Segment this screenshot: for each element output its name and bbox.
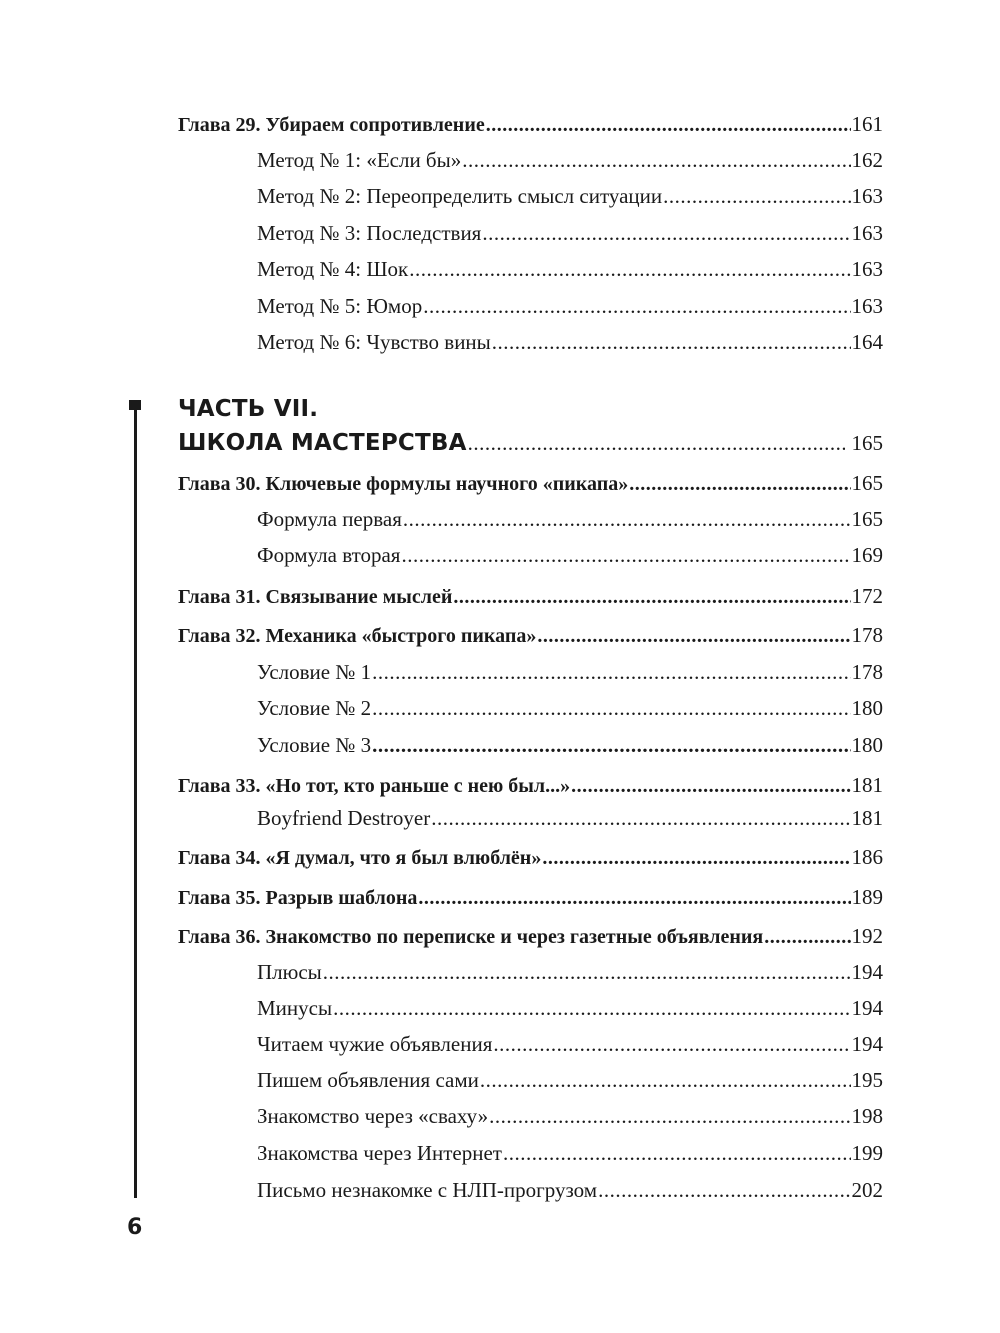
toc-leader-dots bbox=[537, 622, 850, 650]
toc-page-number: 202 bbox=[851, 1178, 883, 1202]
toc-page-number: 169 bbox=[851, 543, 883, 567]
toc-page-number: 199 bbox=[851, 1141, 883, 1165]
toc-leader-dots bbox=[493, 1030, 850, 1058]
toc-chapter-30[interactable] bbox=[178, 469, 883, 498]
toc-entry[interactable] bbox=[257, 658, 883, 686]
toc-leader-dots bbox=[492, 328, 851, 356]
toc-chapter-title: Глава 29. Убираем сопротивление bbox=[178, 114, 485, 136]
toc-leader-dots bbox=[453, 583, 850, 611]
toc-leader-dots bbox=[503, 1139, 851, 1167]
toc-page-number: 195 bbox=[851, 1068, 883, 1092]
margin-rule bbox=[134, 400, 137, 1198]
toc-entry[interactable] bbox=[257, 731, 883, 759]
toc-page-number: 164 bbox=[851, 330, 883, 354]
toc-entry-title: Плюсы bbox=[257, 960, 322, 984]
toc-entry[interactable] bbox=[257, 505, 883, 533]
toc-entry-title: Знакомства через Интернет bbox=[257, 1141, 502, 1165]
toc-entry-title: Метод № 4: Шок bbox=[257, 257, 409, 281]
toc-entry-title: Условие № 3 bbox=[257, 733, 372, 757]
toc-leader-dots bbox=[598, 1176, 850, 1204]
toc-page-number: 162 bbox=[851, 148, 883, 172]
toc-entry-title: Метод № 2: Переопределить смысл ситуации bbox=[257, 184, 663, 208]
toc-entry[interactable] bbox=[257, 292, 883, 320]
toc-entry-title: Условие № 1 bbox=[257, 660, 372, 684]
page-number: 6 bbox=[127, 1215, 143, 1240]
toc-entry-title: Метод № 1: «Если бы» bbox=[257, 148, 462, 172]
toc-entry[interactable] bbox=[257, 804, 883, 832]
toc-page-number: 161 bbox=[851, 112, 883, 136]
toc-chapter-29[interactable] bbox=[178, 110, 883, 139]
toc-chapter-title: Глава 35. Разрыв шаблона bbox=[178, 887, 418, 909]
toc-page-number: 181 bbox=[851, 806, 883, 830]
toc-entry-title: Boyfriend Destroyer bbox=[257, 806, 431, 830]
toc-entry-title: Метод № 6: Чувство вины bbox=[257, 330, 491, 354]
toc-page-number: 186 bbox=[851, 845, 883, 869]
toc-chapter-32[interactable] bbox=[178, 621, 883, 650]
toc-chapter-title: Глава 32. Механика «быстрого пикапа» bbox=[178, 625, 537, 647]
toc-chapter-33[interactable] bbox=[178, 771, 883, 800]
toc-leader-dots bbox=[542, 844, 850, 872]
toc-page-number: 194 bbox=[851, 1032, 883, 1056]
toc-entry[interactable] bbox=[257, 146, 883, 174]
toc-entry[interactable] bbox=[257, 994, 883, 1022]
toc-page-number: 180 bbox=[851, 696, 883, 720]
toc-leader-dots bbox=[480, 1066, 851, 1094]
toc-leader-dots bbox=[423, 292, 850, 320]
toc-entry[interactable] bbox=[257, 1176, 883, 1204]
toc-chapter-35[interactable] bbox=[178, 883, 883, 912]
toc-entry-title: Метод № 3: Последствия bbox=[257, 221, 482, 245]
toc-entry[interactable] bbox=[257, 255, 883, 283]
toc-leader-dots bbox=[462, 146, 850, 174]
toc-leader-dots bbox=[482, 219, 850, 247]
toc-entry[interactable] bbox=[257, 219, 883, 247]
toc-entry[interactable] bbox=[257, 182, 883, 210]
part-heading-line-1: ЧАСТЬ VII. bbox=[178, 396, 319, 422]
toc-entry[interactable] bbox=[257, 958, 883, 986]
toc-entry[interactable] bbox=[257, 1066, 883, 1094]
toc-leader-dots bbox=[403, 505, 851, 533]
toc-entry-title: Формула первая bbox=[257, 507, 402, 531]
toc-leader-dots bbox=[372, 694, 850, 722]
toc-chapter-title: Глава 31. Связывание мыслей bbox=[178, 586, 453, 608]
toc-leader-dots bbox=[372, 658, 850, 686]
toc-page-number: 178 bbox=[851, 660, 883, 684]
toc-entry-title: Письмо незнакомке с НЛП-прогрузом bbox=[257, 1178, 598, 1202]
toc-page-number: 165 bbox=[851, 471, 883, 495]
toc-entry-title: Минусы bbox=[257, 996, 333, 1020]
toc-page-number: 172 bbox=[851, 584, 883, 608]
toc-chapter-34[interactable] bbox=[178, 843, 883, 872]
toc-entry-title: Знакомство через «сваху» bbox=[257, 1104, 489, 1128]
toc-entry-title: Читаем чужие объявления bbox=[257, 1032, 493, 1056]
toc-leader-dots bbox=[468, 431, 845, 456]
toc-page-number: 181 bbox=[851, 773, 883, 797]
toc-leader-dots bbox=[418, 884, 850, 912]
toc-page-number: 189 bbox=[851, 885, 883, 909]
toc-leader-dots bbox=[486, 111, 851, 139]
toc-chapter-title: Глава 34. «Я думал, что я был влюблён» bbox=[178, 847, 542, 869]
toc-chapter-title: Глава 36. Знакомство по переписке и через газетные объявления bbox=[178, 926, 764, 948]
toc-entry[interactable] bbox=[257, 694, 883, 722]
toc-leader-dots bbox=[431, 804, 850, 832]
toc-page-number: 165 bbox=[851, 507, 883, 531]
toc-leader-dots bbox=[333, 994, 850, 1022]
part-heading-line-2: ШКОЛА МАСТЕРСТВА bbox=[178, 430, 467, 456]
toc-page-number: 180 bbox=[851, 733, 883, 757]
toc-leader-dots bbox=[571, 772, 850, 800]
toc-entry[interactable] bbox=[257, 1102, 883, 1130]
toc-page-number: 194 bbox=[851, 960, 883, 984]
toc-chapter-title: Глава 33. «Но тот, кто раньше с нею был...» bbox=[178, 775, 571, 797]
toc-entry-title: Пишем объявления сами bbox=[257, 1068, 479, 1092]
toc-entry-title: Метод № 5: Юмор bbox=[257, 294, 423, 318]
toc-leader-dots bbox=[764, 923, 850, 951]
toc-leader-dots bbox=[629, 470, 850, 498]
toc-entry[interactable] bbox=[257, 1030, 883, 1058]
toc-page-number: 194 bbox=[851, 996, 883, 1020]
toc-entry-title: Формула вторая bbox=[257, 543, 401, 567]
toc-chapter-36[interactable] bbox=[178, 922, 883, 951]
toc-page-number: 192 bbox=[851, 924, 883, 948]
toc-page-number: 163 bbox=[851, 294, 883, 318]
toc-leader-dots bbox=[372, 731, 850, 759]
toc-page-number: 163 bbox=[851, 184, 883, 208]
toc-chapter-title: Глава 30. Ключевые формулы научного «пикапа» bbox=[178, 473, 629, 495]
toc-leader-dots bbox=[323, 958, 851, 986]
toc-leader-dots bbox=[489, 1102, 850, 1130]
toc-page-number: 163 bbox=[851, 221, 883, 245]
toc-page-number: 165 bbox=[851, 431, 883, 455]
toc-page-number: 178 bbox=[851, 623, 883, 647]
toc-entry[interactable] bbox=[257, 541, 883, 569]
toc-page-number: 163 bbox=[851, 257, 883, 281]
toc-entry[interactable] bbox=[257, 328, 883, 356]
toc-part-7[interactable] bbox=[178, 427, 883, 459]
toc-leader-dots bbox=[409, 255, 850, 283]
toc-leader-dots bbox=[401, 541, 850, 569]
toc-chapter-31[interactable] bbox=[178, 582, 883, 611]
toc-leader-dots bbox=[663, 182, 850, 210]
toc-page-number: 198 bbox=[851, 1104, 883, 1128]
toc-entry[interactable] bbox=[257, 1139, 883, 1167]
toc-entry-title: Условие № 2 bbox=[257, 696, 372, 720]
